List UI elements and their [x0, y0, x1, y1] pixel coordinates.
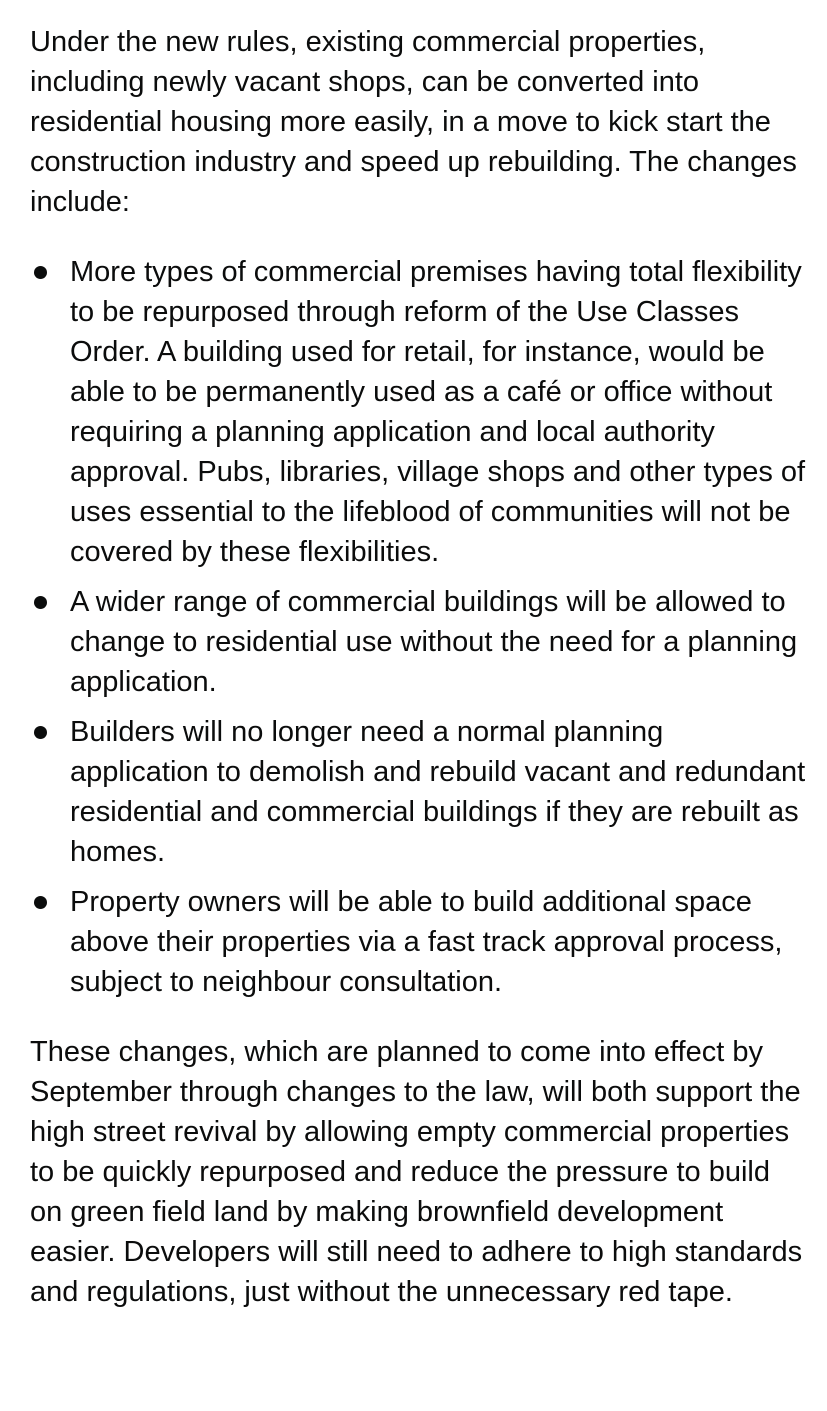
bullet-icon	[34, 726, 47, 739]
intro-paragraph: Under the new rules, existing commercial properties, including newly vacant shops, can be converted into residential housing more easily, in a move to kick start the construction industry and speed up rebuilding. The changes include:	[30, 26, 797, 218]
list-item	[30, 582, 807, 702]
list-item	[30, 712, 807, 872]
bullet-icon	[34, 896, 47, 909]
list-item	[30, 252, 807, 572]
list-item	[30, 882, 807, 1002]
changes-list	[30, 252, 807, 1002]
list-item-text: A wider range of commercial buildings will be allowed to change to residential use without the need for a planning application.	[70, 586, 798, 698]
list-item-text: Property owners will be able to build additional space above their properties via a fast track approval process, subject to neighbour consultation.	[70, 886, 783, 998]
list-item-text: Builders will no longer need a normal planning application to demolish and rebuild vacant and redundant residential and commercial buildings if they are rebuilt as homes.	[70, 716, 806, 868]
list-item-text: More types of commercial premises having total flexibility to be repurposed through reform of the Use Classes Order. A building used for retail, for instance, would be able to be permanently used as a café or office without requiring a planning application and local authority approval. Pubs, libraries, village shops and other types of uses essential to the lifeblood of communities will not be covered by these flexibilities.	[70, 256, 806, 568]
bullet-icon	[34, 596, 47, 609]
bullet-icon	[34, 266, 47, 279]
closing-paragraph: These changes, which are planned to come into effect by September through changes to the law, will both support the high street revival by allowing empty commercial properties to be quickly repurposed and reduce the pressure to build on green field land by making brownfield development easier. Developers will still need to adhere to high standards and regulations, just without the unnecessary red tape.	[30, 1036, 803, 1308]
